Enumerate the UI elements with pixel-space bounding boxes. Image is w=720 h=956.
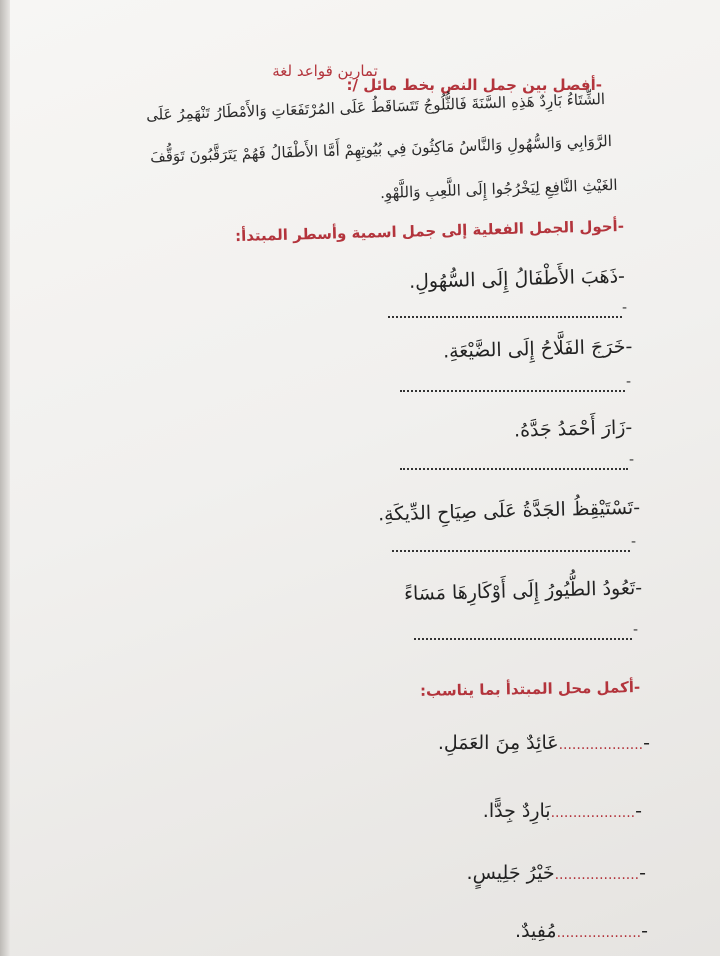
exercise1-line-3: الغَيْثِ النَّافِعِ لِيَخْرُجُوا إِلَى اللَّعِبِ وَاللَّهْوِ. bbox=[380, 175, 619, 203]
exercise1-instruction: -أفصل بين جمل النص بخط مائل /: bbox=[346, 76, 602, 94]
answer-dash-5: - bbox=[633, 622, 639, 638]
exercise1-line-2: الرَّوَابِي وَالسُّهُولِ وَالنَّاسُ مَاكِثُونَ فِي بُيُوتِهِمْ أَمَّا الأَطْفَالُ فَهُمْ يَتَرَقَّبُونَ تَوَقُّفَ bbox=[149, 131, 613, 167]
exercise3-blank-3[interactable]: ................... bbox=[554, 867, 640, 883]
exercise3-dash-2: - bbox=[635, 800, 642, 822]
exercise2-item-2: -خَرَجَ الفَلَّاحُ إِلَى الضَّيْعَةِ. bbox=[442, 335, 633, 363]
answer-line-1[interactable] bbox=[388, 316, 622, 318]
exercise3-blank-2[interactable]: ................... bbox=[550, 805, 636, 821]
exercise1-line-1: الشِّتَاءُ بَارِدٌ هَذِهِ السَّنَةَ فَالثُّلُوجُ تَتَسَاقَطُ عَلَى المُرْتَفَعَاتِ وَالأَمْطَارُ تَنْهَمِرُ عَلَى bbox=[145, 89, 606, 125]
exercise3-dash-3: - bbox=[639, 862, 646, 884]
exercise3-blank-1[interactable]: ................... bbox=[558, 737, 644, 753]
exercise3-text-3: خَيْرُ جَلِيسٍ. bbox=[466, 862, 555, 884]
exercise3-text-2: بَارِدٌ جِدًّا. bbox=[482, 800, 551, 822]
answer-line-3[interactable] bbox=[400, 468, 628, 470]
exercise3-instruction: -أكمل محل المبتدأ بما يناسب: bbox=[419, 678, 641, 700]
exercise3-blank-4[interactable]: ................... bbox=[556, 925, 642, 941]
exercise3-dash-4: - bbox=[641, 920, 648, 942]
exercise2-item-4: -تَسْتَيْقِظُ الجَدَّةُ عَلَى صِيَاحِ الدِّيكَةِ. bbox=[377, 496, 641, 526]
exercise2-item-1: -ذَهَبَ الأَطْفَالُ إِلَى السُّهُولِ. bbox=[408, 265, 626, 293]
exercise3-item-4 bbox=[515, 920, 648, 942]
exercise3-text-1: عَائِدٌ مِنَ العَمَلِ. bbox=[437, 732, 559, 754]
exercise2-item-5: -تَعُودُ الطُّيُورُ إِلَى أَوْكَارِهَا مَسَاءً bbox=[403, 576, 643, 606]
exercise3-text-4: مُفِيدٌ. bbox=[515, 920, 557, 942]
exercise3-item-2 bbox=[483, 800, 642, 822]
worksheet-title: تمارين قواعد لغة bbox=[272, 62, 378, 80]
exercise3-dash-1: - bbox=[643, 732, 650, 754]
answer-dash-1: - bbox=[622, 300, 628, 316]
exercise2-item-3: -زَارَ أَحْمَدُ جَدَّهُ. bbox=[513, 416, 633, 442]
page-edge bbox=[0, 0, 10, 956]
answer-dash-2: - bbox=[626, 374, 632, 390]
answer-line-5[interactable] bbox=[414, 638, 632, 640]
exercise3-item-1 bbox=[438, 732, 650, 754]
answer-line-2[interactable] bbox=[400, 390, 625, 392]
exercise3-item-3 bbox=[467, 862, 646, 884]
exercise2-instruction: -أحول الجمل الفعلية إلى جمل اسمية وأسطر المبتدأ: bbox=[234, 216, 625, 246]
answer-line-4[interactable] bbox=[392, 550, 630, 552]
answer-dash-4: - bbox=[631, 534, 637, 550]
answer-dash-3: - bbox=[629, 452, 635, 468]
